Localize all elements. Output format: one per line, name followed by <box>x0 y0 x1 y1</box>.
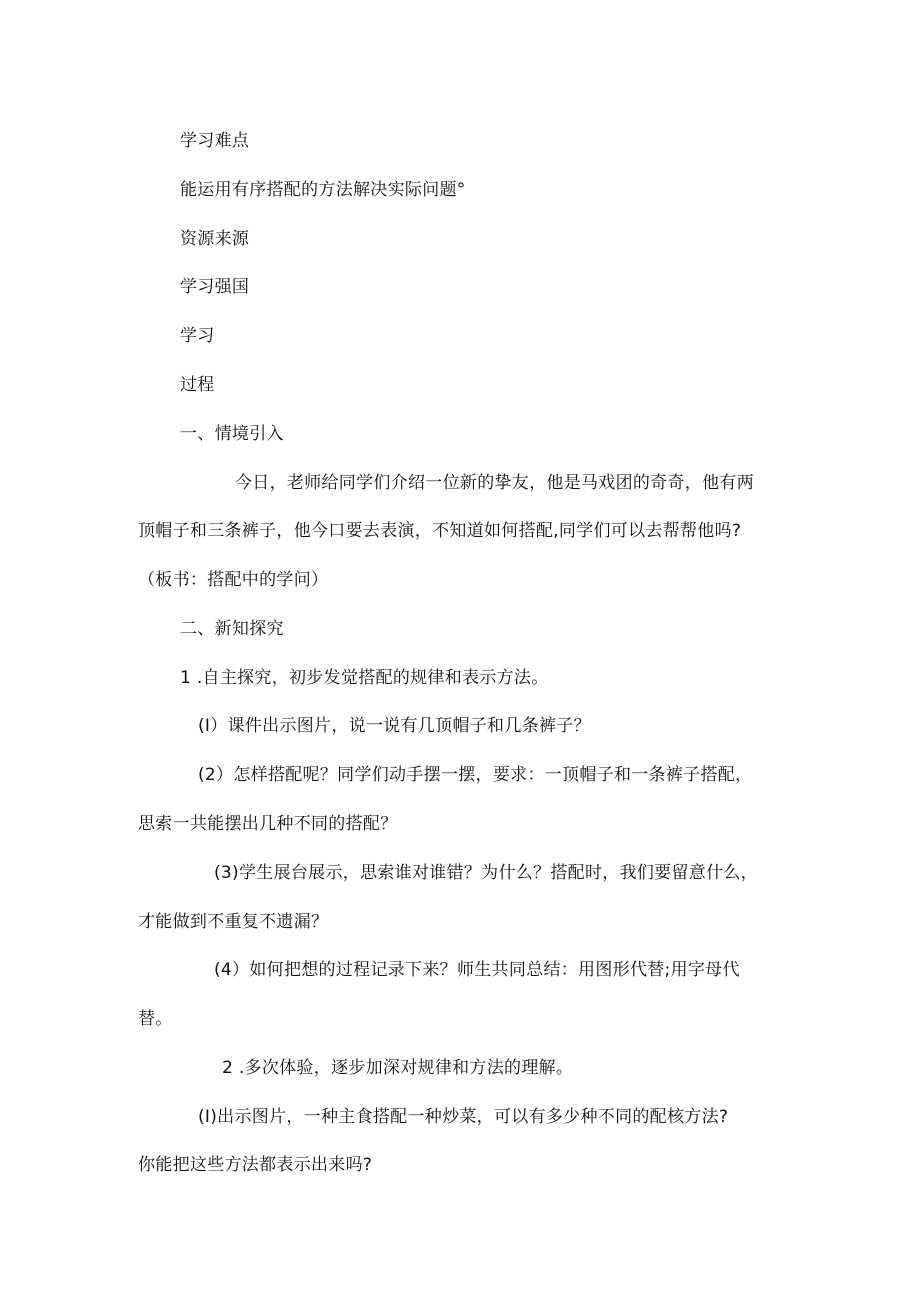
process-heading-2: 过程 <box>180 375 215 395</box>
item2-sub1-line1: (I)出示图片，一种主食搭配一种炒菜，可以有多少种不同的配核方法? <box>198 1107 729 1127</box>
item1-sub2-line2: 思索一共能摆出几种不同的搭配？ <box>138 814 398 834</box>
item1-sub3-line1: (3)学生展台展示，思索谁对谁错？为什么？搭配时，我们要留意什么， <box>214 863 758 883</box>
part1-heading: 一、情境引入 <box>180 424 284 444</box>
part2-heading: 二、新知探究 <box>180 619 284 639</box>
item2-sub1-line2: 你能把这些方法都表示出来吗? <box>138 1155 373 1175</box>
item2-title: 2 .多次体验，逐步加深对规律和方法的理解。 <box>222 1058 574 1078</box>
part1-para-line1: 今日，老师给同学们介绍一位新的挚友，他是马戏团的奇奇，他有两 <box>235 473 754 493</box>
process-heading-1: 学习 <box>180 326 215 346</box>
item1-sub3-line2: 才能做到不重复不遗漏？ <box>138 912 329 932</box>
item1-title: 1 .自主探究，初步发觉搭配的规律和表示方法。 <box>180 668 549 688</box>
part1-para-line3: （板书：搭配中的学问） <box>138 570 329 590</box>
source-heading: 资源来源 <box>180 229 250 249</box>
part1-para-line2: 顶帽子和三条裤子，他今口要去表演，不知道如何搭配,同学们可以去帮帮他吗? <box>138 521 742 541</box>
difficulty-text: 能运用有序搭配的方法解决实际问题° <box>180 180 466 200</box>
item1-sub2-line1: (2）怎样搭配呢？同学们动手摆一摆，要求：一顶帽子和一条裤子搭配， <box>198 765 753 785</box>
item1-sub4-line1: (4）如何把想的过程记录下来？师生共同总结：用图形代替;用字母代 <box>214 960 740 980</box>
item1-sub4-line2: 替。 <box>138 1009 173 1029</box>
difficulty-heading: 学习难点 <box>180 131 250 151</box>
source-text: 学习强国 <box>180 277 250 297</box>
item1-sub1: (I）课件出示图片，说一说有几顶帽子和几条裤子？ <box>198 716 591 736</box>
